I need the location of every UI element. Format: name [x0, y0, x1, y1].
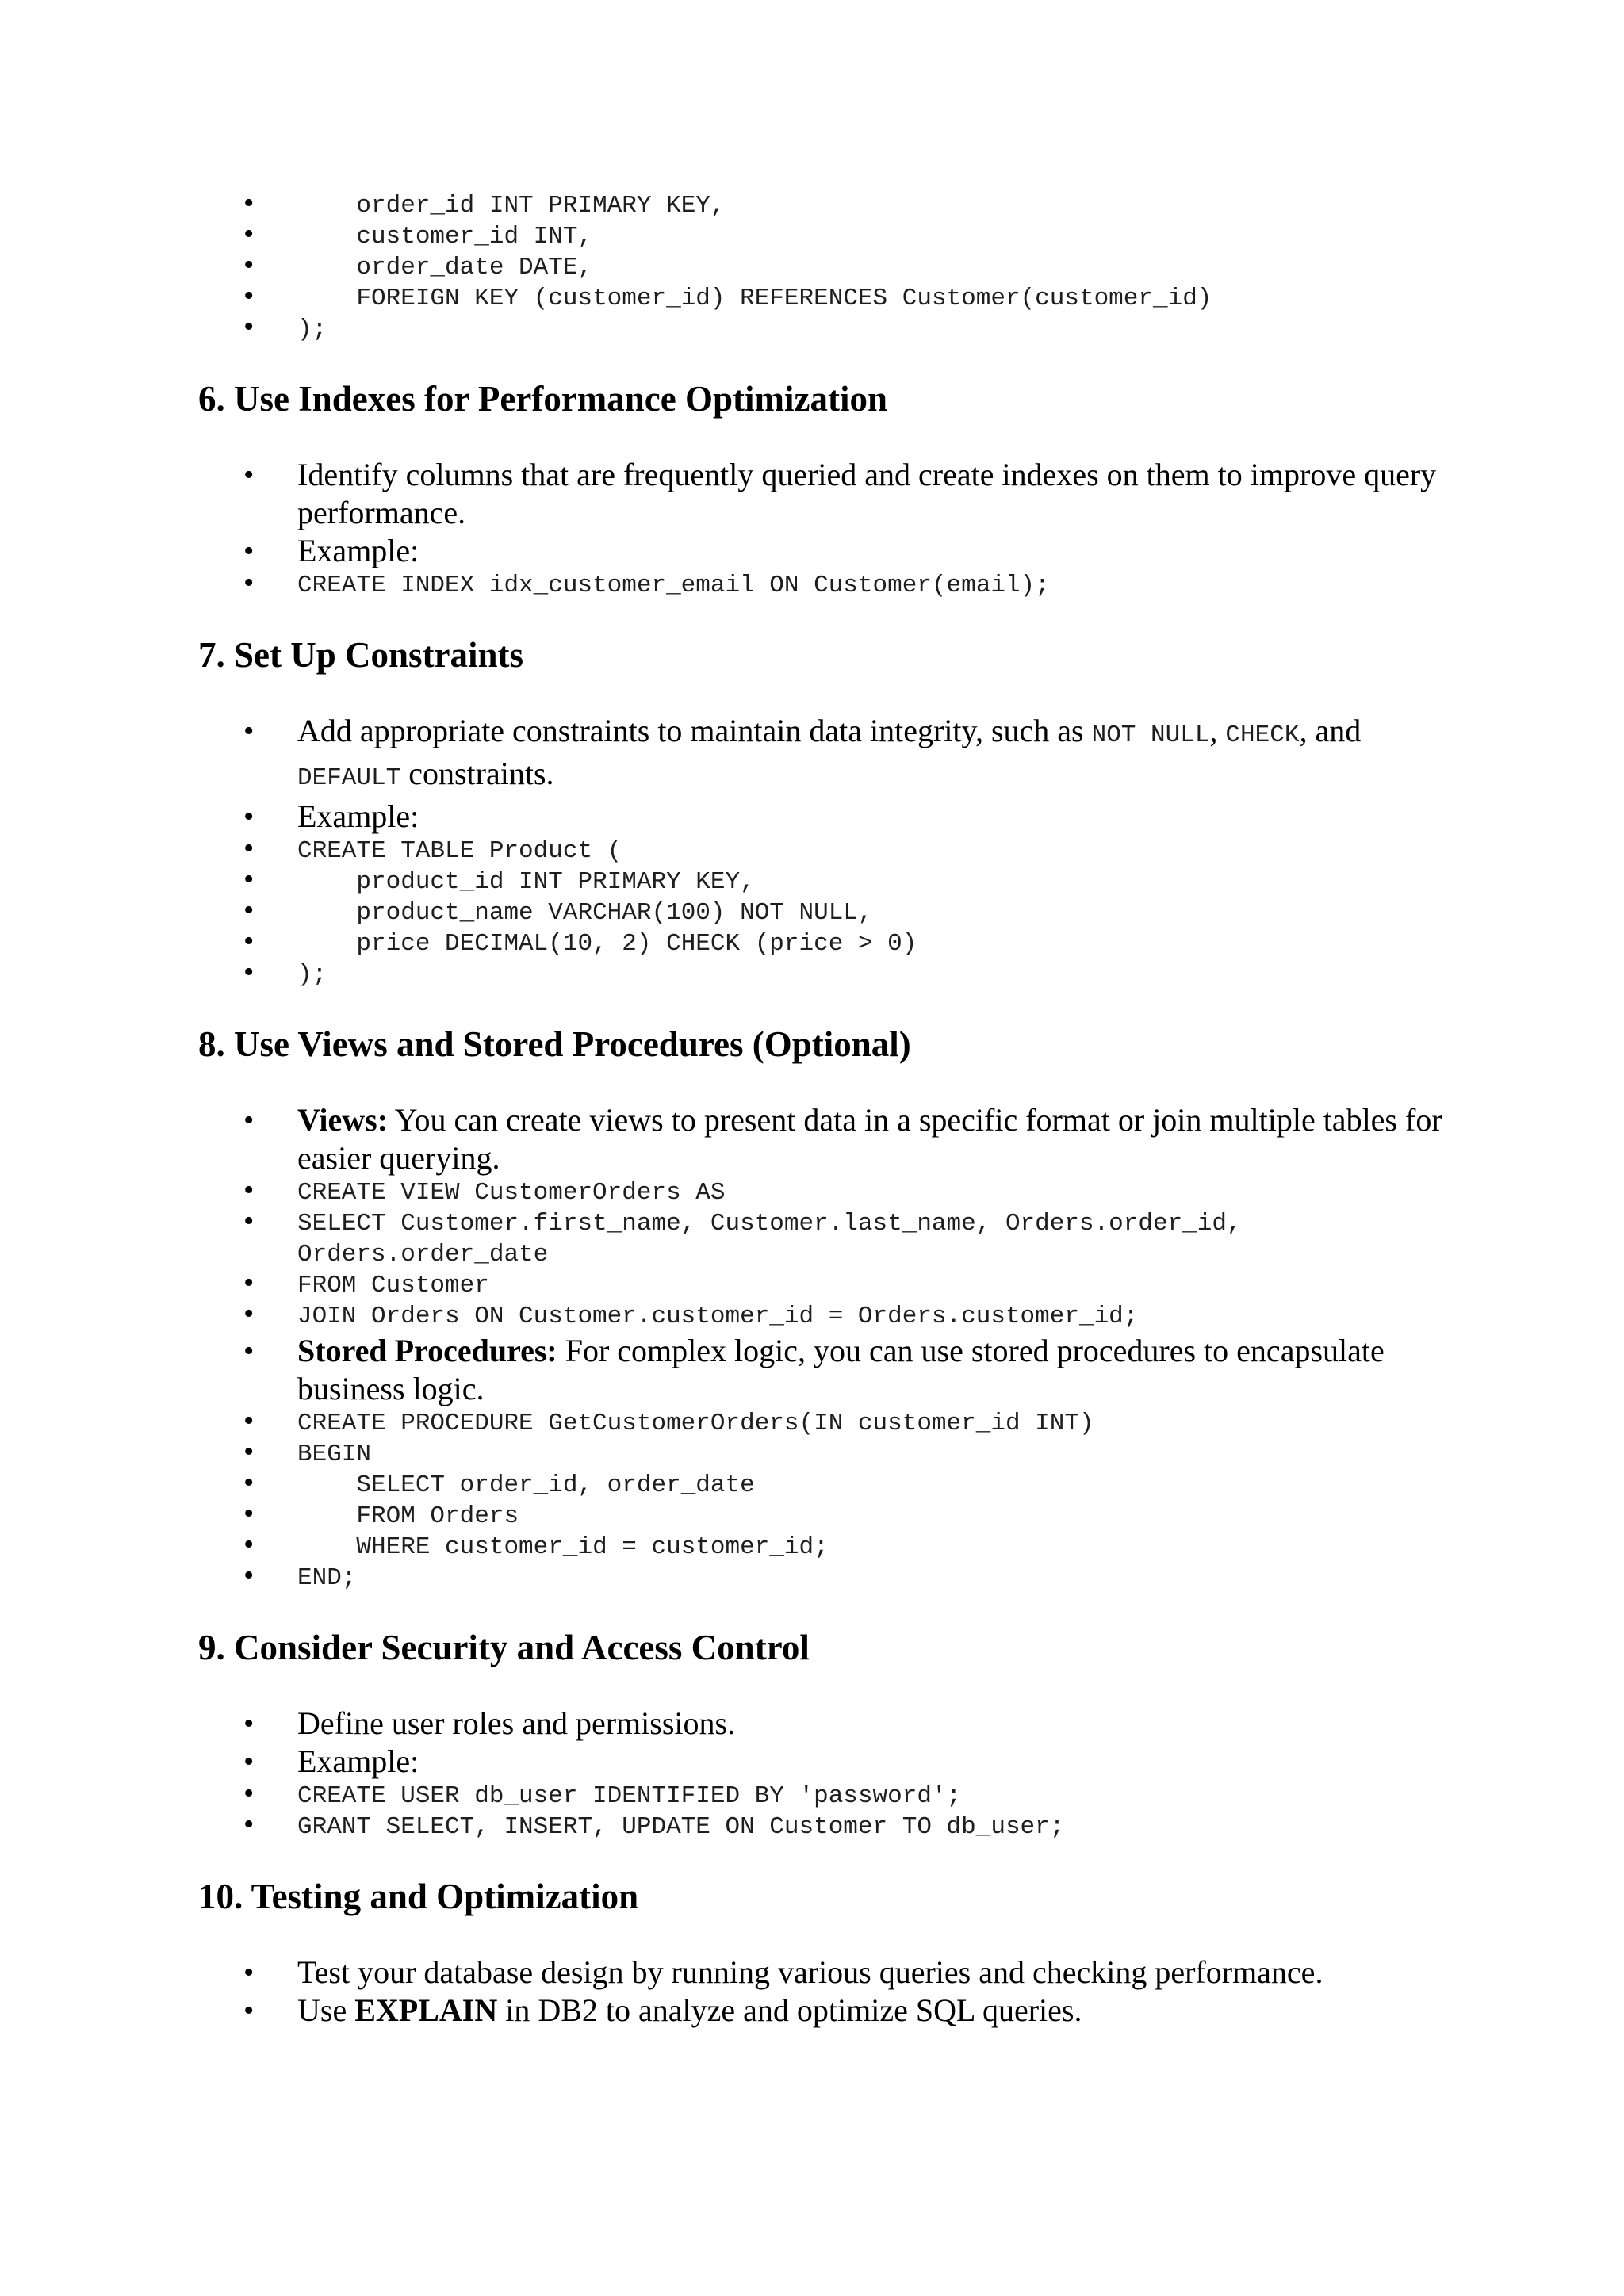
section-9-list — [198, 1705, 1467, 1843]
bold-keyword: EXPLAIN — [354, 1992, 498, 2028]
code-line: • JOIN Orders ON Customer.customer_id = Orders.customer_id; — [198, 1301, 1467, 1332]
code-line: • price DECIMAL(10, 2) CHECK (price > 0) — [198, 928, 1467, 959]
inline-code: CHECK — [1225, 721, 1300, 749]
list-item: • Test your database design by running various queries and checking performance. — [198, 1954, 1467, 1992]
list-item — [198, 1332, 1467, 1408]
code-line: • product_id INT PRIMARY KEY, — [198, 867, 1467, 897]
code-line: • order_date DATE, — [198, 252, 1467, 283]
text: Add appropriate constraints to maintain data integrity, such as — [297, 713, 1092, 748]
list-item: • Define user roles and permissions. — [198, 1705, 1467, 1743]
code-line: • SELECT order_id, order_date — [198, 1470, 1467, 1501]
top-code-list — [198, 190, 1467, 345]
code-line: • CREATE VIEW CustomerOrders AS — [198, 1177, 1467, 1208]
code-line: • product_name VARCHAR(100) NOT NULL, — [198, 897, 1467, 928]
code-line: • FROM Orders — [198, 1501, 1467, 1532]
section-6-list — [198, 456, 1467, 601]
code-line: • FOREIGN KEY (customer_id) REFERENCES Customer(customer_id) — [198, 283, 1467, 314]
code-line: • WHERE customer_id = customer_id; — [198, 1532, 1467, 1563]
list-item — [198, 712, 1467, 798]
code-line: • ); — [198, 959, 1467, 990]
list-item: • Example: — [198, 798, 1467, 836]
inline-code: DEFAULT — [297, 764, 401, 792]
section-8-list — [198, 1101, 1467, 1594]
code-line: • order_id INT PRIMARY KEY, — [198, 190, 1467, 221]
text: , — [1209, 713, 1226, 748]
list-item: • Identify columns that are frequently queried and create indexes on them to improve query performance. — [198, 456, 1467, 532]
inline-code: NOT NULL — [1091, 721, 1210, 749]
section-heading-7: 7. Set Up Constraints — [198, 635, 524, 675]
bold-label: Stored Procedures: — [297, 1333, 557, 1368]
code-line: • BEGIN — [198, 1439, 1467, 1470]
code-line: • SELECT Customer.first_name, Customer.last_name, Orders.order_id, Orders.order_date — [198, 1208, 1467, 1270]
list-item: • Example: — [198, 1743, 1467, 1781]
code-line: • ); — [198, 314, 1467, 345]
code-line: • CREATE USER db_user IDENTIFIED BY 'password'; — [198, 1781, 1467, 1812]
section-heading-10: 10. Testing and Optimization — [198, 1877, 639, 1916]
text: For complex logic, you can use stored procedures to encapsulate business logic. — [297, 1333, 1385, 1406]
section-heading-8: 8. Use Views and Stored Procedures (Optional) — [198, 1024, 911, 1064]
code-line: • FROM Customer — [198, 1270, 1467, 1301]
text: Use — [297, 1992, 355, 2028]
section-10-list — [198, 1954, 1467, 2030]
text: You can create views to present data in a specific format or join multiple tables for easier querying. — [297, 1102, 1442, 1176]
code-line: • END; — [198, 1563, 1467, 1594]
text: in DB2 to analyze and optimize SQL queries. — [497, 1992, 1082, 2028]
list-item — [198, 1992, 1467, 2030]
section-heading-6: 6. Use Indexes for Performance Optimization — [198, 379, 887, 419]
code-line: • CREATE TABLE Product ( — [198, 836, 1467, 867]
code-line: • CREATE PROCEDURE GetCustomerOrders(IN customer_id INT) — [198, 1408, 1467, 1439]
code-line: • GRANT SELECT, INSERT, UPDATE ON Customer TO db_user; — [198, 1812, 1467, 1843]
list-item — [198, 1101, 1467, 1177]
bold-label: Views: — [297, 1102, 389, 1138]
document-page — [198, 190, 1467, 2030]
code-line: • customer_id INT, — [198, 221, 1467, 252]
list-item: • Example: — [198, 532, 1467, 570]
text: , and — [1299, 713, 1362, 748]
section-heading-9: 9. Consider Security and Access Control — [198, 1628, 810, 1667]
code-line: • CREATE INDEX idx_customer_email ON Customer(email); — [198, 570, 1467, 601]
section-7-list — [198, 712, 1467, 990]
text: constraints. — [400, 756, 554, 791]
